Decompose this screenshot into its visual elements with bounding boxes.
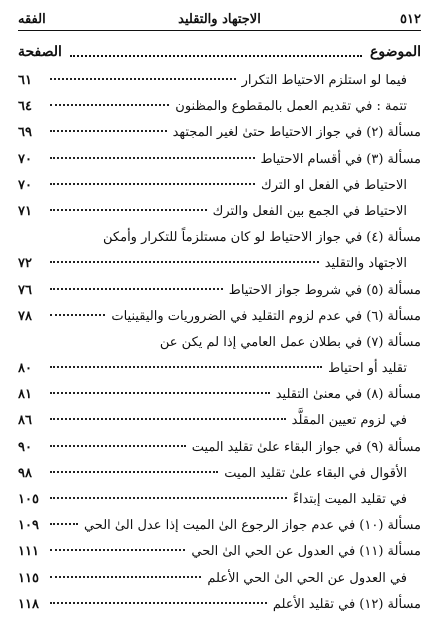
toc-entry-page: ٦٤ [18, 99, 32, 115]
dot-leader [50, 471, 218, 473]
toc-entry [18, 330, 421, 356]
toc-entry-page: ١٠٩ [18, 518, 39, 534]
toc-entry-title: مسألة (٢) في جواز الاحتياط حتیٰ لغير المجتهد [172, 125, 421, 141]
dot-leader [50, 209, 207, 211]
toc-entry-title: مسألة (١٠) في عدم جواز الرجوع الیٰ الميت إذا عدل الیٰ الحي [83, 518, 421, 534]
toc-entry-page: ٦٩ [18, 125, 32, 141]
toc-entry-title: مسألة (١١) في العدول عن الحي الیٰ الحي [191, 544, 421, 560]
toc-entry-title: الاجتهاد والتقليد [324, 256, 407, 272]
toc-list [18, 68, 421, 618]
toc-entry [18, 251, 421, 277]
toc-entry-page: ٩٠ [18, 439, 32, 455]
toc-entry [18, 68, 421, 94]
dot-leader [50, 523, 78, 525]
toc-entry [18, 147, 421, 173]
toc-entry-page: ٨١ [18, 387, 32, 403]
toc-entry [18, 566, 421, 592]
toc-entry [18, 435, 421, 461]
toc-column-header [18, 40, 421, 64]
toc-entry-page: ٧٨ [18, 308, 32, 324]
toc-entry-page: ٧٠ [18, 177, 32, 193]
topic-column-label: الموضوع [370, 44, 421, 60]
toc-entry [18, 94, 421, 120]
toc-entry-title: فيما لو استلزم الاحتياط التكرار [241, 73, 407, 88]
dot-leader [50, 392, 270, 394]
toc-entry [18, 408, 421, 434]
toc-entry [18, 487, 421, 513]
toc-entry [18, 304, 421, 330]
dot-leader [50, 497, 287, 499]
dot-leader [50, 445, 186, 447]
running-header [18, 8, 421, 30]
dot-leader [50, 130, 167, 132]
toc-entry-title: مسألة (٧) في بطلان عمل العامي إذا لم يكن عن [159, 334, 421, 350]
toc-entry-page: ٨٠ [18, 361, 32, 377]
dot-leader [50, 366, 322, 368]
toc-entry-title: في لزوم تعيين المقلَّد [291, 413, 407, 429]
toc-entry-title: تتمة : في تقديم العمل بالمقطوع والمظنون [175, 99, 407, 115]
toc-entry-page: ٧٢ [18, 256, 32, 272]
toc-entry-title: الاحتياط في الفعل او الترك [260, 177, 407, 193]
toc-entry-page: ٧٦ [18, 282, 32, 298]
dot-leader [70, 55, 362, 57]
toc-entry [18, 592, 421, 618]
toc-entry [18, 513, 421, 539]
toc-entry-title: مسألة (٥) في شروط جواز الاحتياط [228, 282, 421, 298]
toc-entry-page: ٩٨ [18, 465, 32, 481]
dot-leader [50, 104, 169, 106]
toc-entry-title: مسألة (٩) في جواز البقاء علیٰ تقليد الميت [191, 439, 421, 455]
toc-entry [18, 461, 421, 487]
dot-leader [50, 261, 319, 263]
page-number: ٥١٢ [400, 11, 421, 27]
toc-entry [18, 356, 421, 382]
toc-entry-title: مسألة (٤) في جواز الاحتياط لو كان مستلزماً للتكرار وأمكن [103, 230, 421, 246]
toc-entry [18, 199, 421, 225]
dot-leader [50, 314, 105, 316]
dot-leader [50, 183, 255, 185]
toc-entry-title: مسألة (٣) في أقسام الاحتياط [260, 151, 421, 167]
toc-entry [18, 225, 421, 251]
toc-entry [18, 173, 421, 199]
dot-leader [50, 576, 201, 578]
toc-entry-title: مسألة (٦) في عدم لزوم التقليد في الضروريات واليقينيات [111, 308, 421, 324]
toc-entry-page: ٨٦ [18, 413, 32, 429]
toc-entry-page: ١١٥ [18, 570, 39, 586]
header-rule [18, 30, 421, 31]
toc-entry-page: ١١١ [18, 544, 39, 560]
page-column-label: الصفحة [18, 44, 62, 60]
dot-leader [50, 157, 255, 159]
toc-entry [18, 120, 421, 146]
toc-entry-title: الأقوال في البقاء علیٰ تقليد الميت [224, 465, 407, 481]
dot-leader [50, 288, 223, 290]
toc-entry-page: ١٠٥ [18, 492, 39, 507]
toc-entry-title: مسألة (٨) في معنیٰ التقليد [275, 387, 421, 403]
dot-leader [50, 602, 267, 604]
toc-entry [18, 278, 421, 304]
toc-entry-page: ٧١ [18, 203, 32, 219]
toc-entry-title: في تقليد الميت إبتداءً [292, 492, 407, 507]
toc-entry-title: تقليد أو احتياط [328, 361, 407, 377]
toc-entry-title: مسألة (١٢) في تقليد الأعلم [272, 596, 421, 612]
toc-entry-page: ٧٠ [18, 151, 32, 167]
dot-leader [50, 78, 236, 80]
toc-entry [18, 539, 421, 565]
running-title: الاجتهاد والتقليد [178, 11, 261, 27]
toc-entry-title: الاحتياط في الجمع بين الفعل والترك [212, 203, 407, 219]
toc-entry-title: في العدول عن الحي الیٰ الحي الأعلم [207, 570, 407, 586]
toc-entry-page: ١١٨ [18, 596, 39, 612]
toc-entry-page: ٦١ [18, 73, 32, 88]
toc-entry [18, 382, 421, 408]
section-title: الفقه [18, 11, 46, 27]
dot-leader [50, 418, 286, 420]
dot-leader [50, 549, 185, 551]
